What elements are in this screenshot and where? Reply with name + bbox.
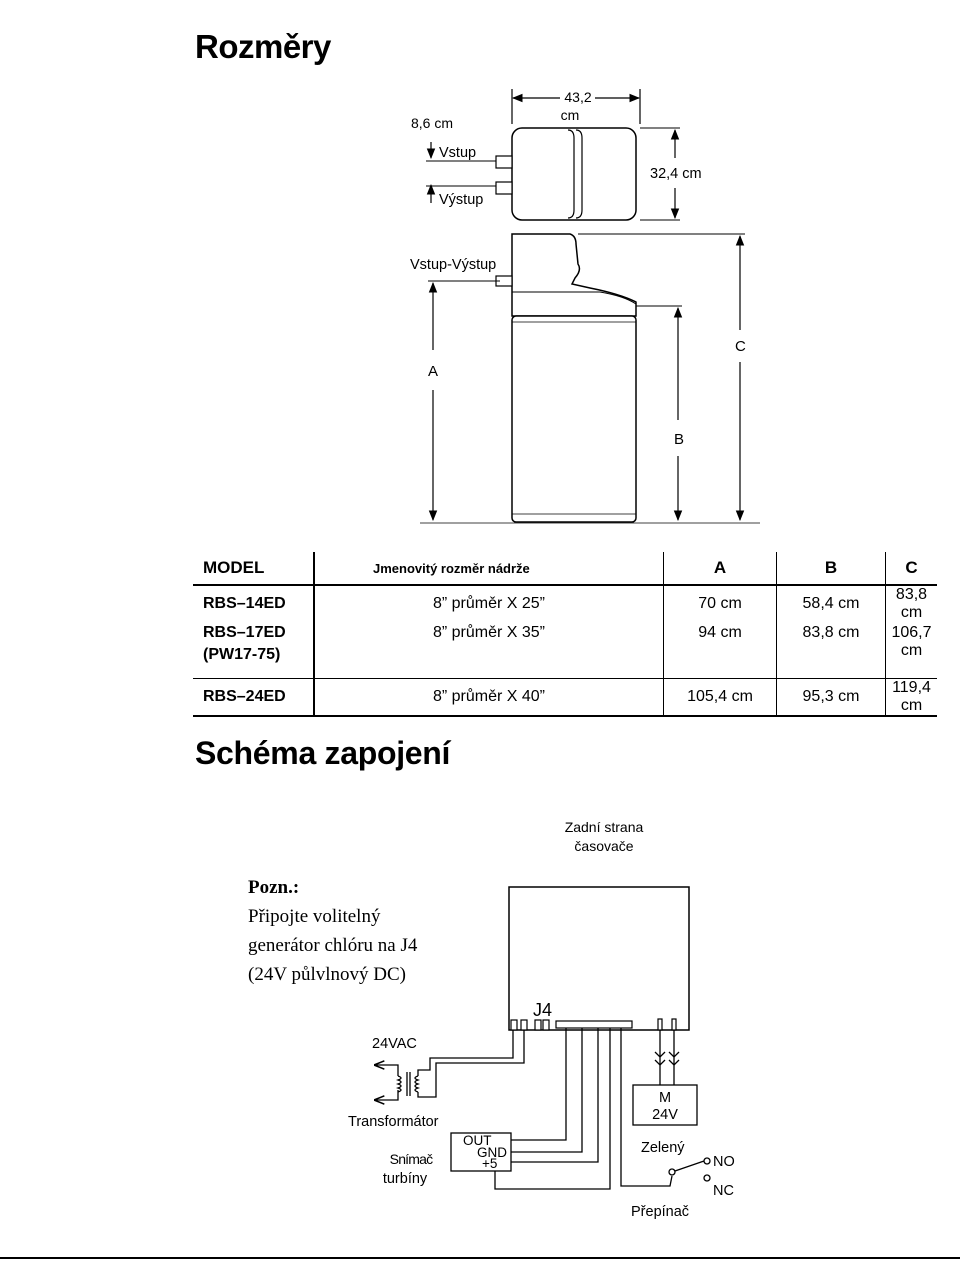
row-model-alt: (PW17-75): [203, 646, 281, 663]
header-c: C: [905, 558, 918, 577]
pin-out-label: OUT: [463, 1133, 492, 1148]
label-b: B: [674, 431, 685, 448]
inlet-label: Vstup: [439, 145, 477, 161]
header-model: MODEL: [193, 552, 314, 585]
transformer-label: Transformátor: [348, 1114, 439, 1130]
dimensions-diagram: [0, 0, 960, 540]
outlet-port: [496, 182, 512, 194]
row-model: RBS–14ED: [193, 585, 314, 622]
note-line: generátor chlóru na J4: [248, 935, 418, 956]
motor-label-2: 24V: [652, 1107, 678, 1123]
row-a: 94 cm: [664, 622, 777, 679]
table-row: [193, 622, 937, 679]
label-a: A: [428, 363, 439, 380]
j4-label: J4: [533, 1000, 553, 1020]
nc-label: NC: [713, 1183, 734, 1199]
vac-label: 24VAC: [372, 1036, 417, 1052]
switch-label: Přepínač: [631, 1204, 690, 1220]
pin-gnd-label: GND: [477, 1145, 507, 1160]
row-model: RBS–17ED: [203, 624, 286, 641]
timer-back-label-2: časovače: [574, 838, 634, 854]
table-header-row: [193, 552, 937, 585]
row-c: 119,4 cm: [892, 679, 931, 714]
wiring-title: Schéma zapojení: [195, 735, 451, 771]
row-a: 70 cm: [664, 585, 777, 622]
header-a: A: [664, 552, 777, 585]
row-model: RBS–24ED: [193, 679, 314, 717]
note-line: Připojte volitelný: [248, 906, 381, 927]
side-view-head: [512, 234, 636, 316]
dimensions-table: [193, 552, 937, 717]
label-c: C: [735, 338, 746, 355]
row-c: 106,7 cm: [891, 624, 932, 659]
header-b: B: [777, 552, 886, 585]
table-row: [193, 585, 937, 622]
row-a: 105,4 cm: [664, 679, 777, 717]
switch-symbol: [669, 1158, 710, 1181]
row-b: 95,3 cm: [777, 679, 886, 717]
row-tank: 8” průměr X 35”: [314, 622, 664, 679]
timer-back-label-1: Zadní strana: [564, 819, 644, 835]
j4-connector: [556, 1021, 632, 1028]
outlet-label: Výstup: [439, 192, 484, 208]
row-c: 83,8 cm: [895, 586, 928, 621]
row-b: 58,4 cm: [777, 585, 886, 622]
row-tank: 8” průměr X 25”: [314, 585, 664, 622]
depth-label: 32,4 cm: [650, 166, 702, 182]
pin-plus5-label: +5: [482, 1156, 498, 1171]
note-line: (24V půlvlnový DC): [248, 964, 406, 985]
sensor-label-1: Snímač: [389, 1151, 433, 1167]
port-gap-label: 8,6 cm: [411, 115, 454, 131]
inlet-outlet-label: Vstup-Výstup: [410, 257, 497, 273]
side-view-tank: [512, 316, 636, 522]
green-label: Zelený: [641, 1140, 685, 1156]
footer-divider: [0, 1257, 960, 1259]
sensor-label-2: turbíny: [382, 1171, 428, 1187]
wiring-diagram: [0, 800, 960, 1220]
width-label-2: cm: [560, 107, 580, 123]
row-model-cell: [193, 622, 314, 679]
row-b: 83,8 cm: [777, 622, 886, 679]
row-tank: 8” průměr X 40”: [314, 679, 664, 717]
note-heading: Pozn.:: [248, 877, 300, 898]
page-title: Rozměry: [195, 28, 331, 65]
table-row: [193, 679, 937, 717]
inlet-port: [496, 156, 512, 168]
motor-label-1: M: [658, 1090, 672, 1106]
header-tank: Jmenovitý rozměr nádrže: [314, 552, 664, 585]
no-label: NO: [713, 1154, 735, 1170]
motor-wires: [655, 1030, 679, 1085]
width-label-1: 43,2: [564, 89, 592, 105]
